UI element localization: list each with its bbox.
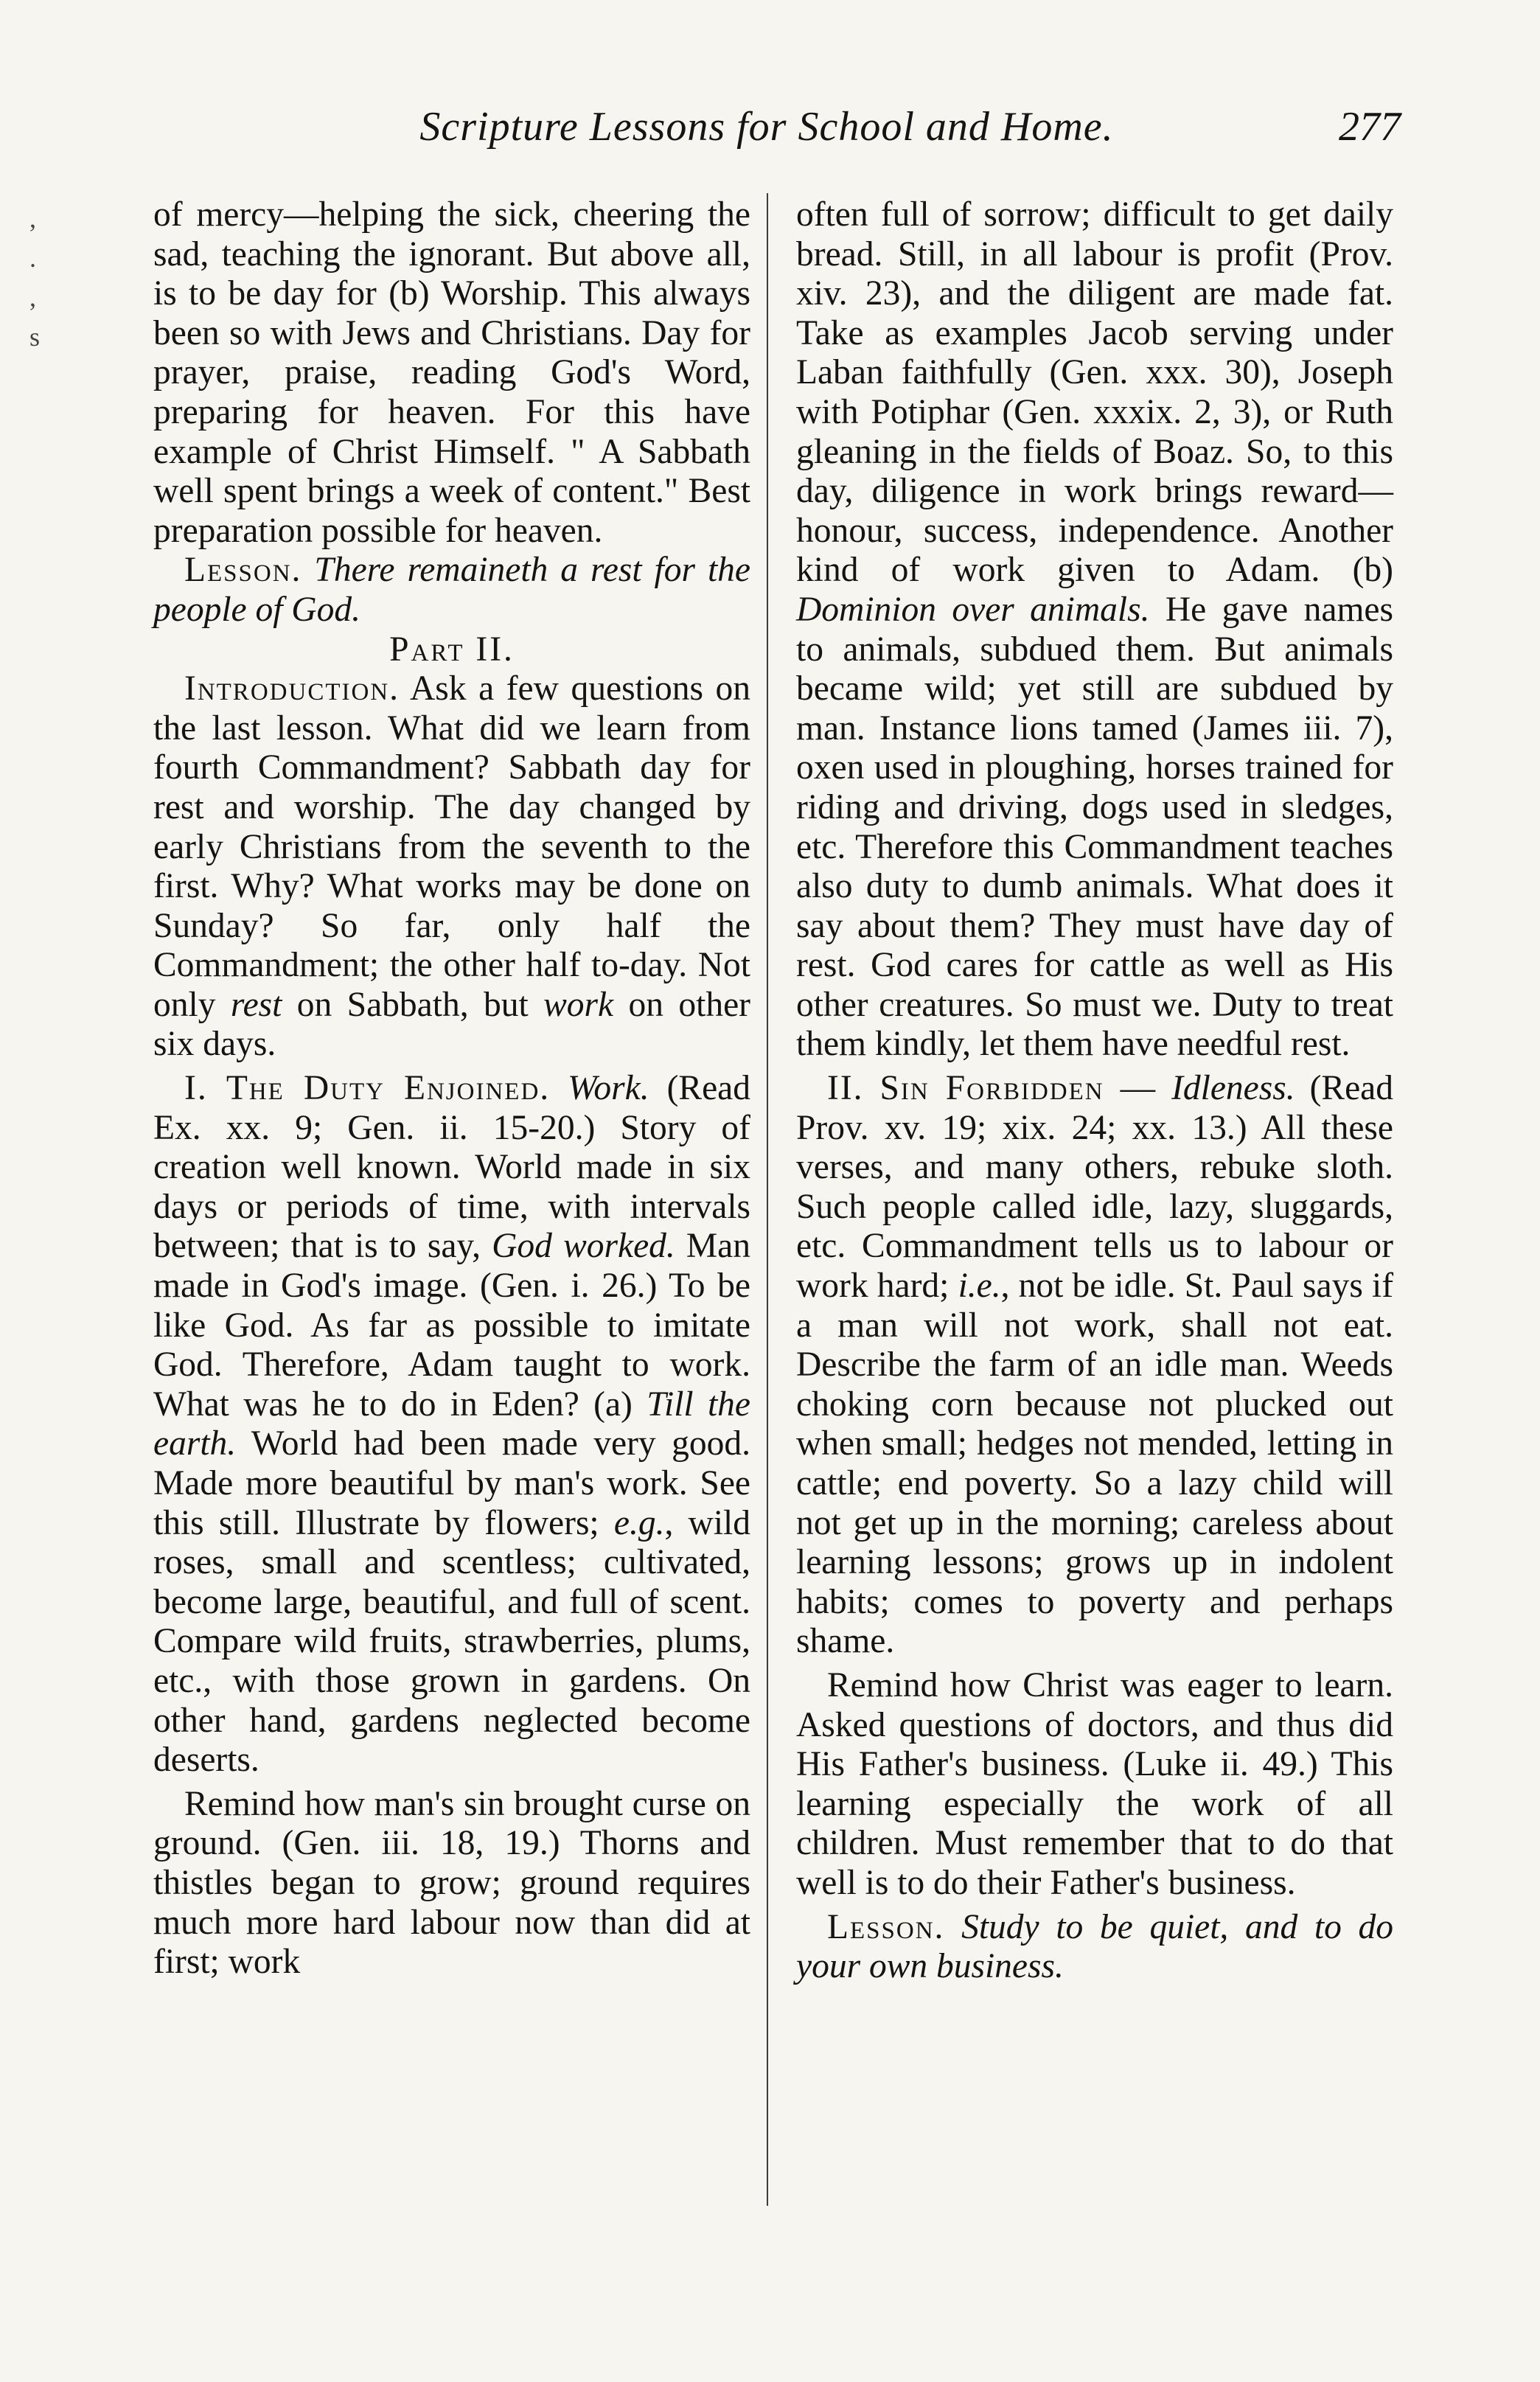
paragraph-christ: Remind how Christ was eager to learn. Asked questions of doctors, and thus did His Father's business. (Luke ii. 49.) This learning especially the work of all children. Must remember that to do that well is to do their Father's business.: [796, 1665, 1393, 1902]
paragraph-labour: [796, 195, 1393, 1065]
lesson-two-label: Lesson.: [827, 1907, 945, 1946]
margin-mark: ,: [29, 203, 36, 233]
duty-title: Work.: [568, 1069, 649, 1108]
lesson-two-text: Study to be quiet, and to do your own business.: [796, 1907, 1394, 1986]
lesson-label: Lesson.: [184, 551, 302, 590]
duty-text-d: , wild roses, small and scentless; cultivated, become large, beautiful, and full of scent. Compare wild fruits, strawberries, plums, etc., with those grown in gardens. On other hand, gardens neglected become deserts.: [153, 1503, 750, 1780]
part-heading: Part II.: [389, 630, 515, 669]
sin-text-a: (Read Prov. xv. 19; xix. 24; xx. 13.) All these verses, and many others, rebuke sloth. Such people called idle, lazy, sluggards, etc. Commandment tells us to labour or work hard;: [796, 1069, 1393, 1306]
till-the-earth: Till the earth.: [153, 1385, 751, 1463]
god-worked: God worked.: [492, 1227, 675, 1266]
introduction-text: Ask a few questions on the last lesson. What did we learn from fourth Commandment? Sabbath day for rest and worship. The day changed by early Christians from the seventh to the first. Why? What works may be done on Sunday? So far, only half the Commandment; the other half to-day. Not only: [153, 669, 750, 1024]
page-number: 277: [1339, 104, 1401, 150]
lesson-one: [153, 551, 750, 630]
labour-text-a: often full of sorrow; difficult to get daily bread. Still, in all labour is profit (Prov. xiv. 23), and the diligent are made fat. Take as examples Jacob serving under Laban faithfully (Gen. xxx. 30), Joseph with Potiphar (Gen. xxxix. 2, 3), or Ruth gleaning in the fields of Boaz. So, to this day, diligence in work brings reward—honour, success, independence. Another kind of work given to Adam. (b): [796, 195, 1393, 590]
margin-mark: ,: [29, 282, 36, 313]
column-divider: [767, 193, 768, 2206]
page-header: [118, 103, 1401, 170]
introduction-mid: on Sabbath, but: [282, 985, 544, 1024]
paragraph-curse: Remind how man's sin brought curse on ground. (Gen. iii. 18, 19.) Thorns and thistles began to grow; ground requires much more hard labour now than did at first; work: [153, 1784, 750, 1982]
paragraph-worship: of mercy—helping the sick, cheering the sad, teaching the ignorant. But above all, is to be day for (b) Worship. This always been so with Jews and Christians. Day for prayer, praise, reading God's Word, preparing for heaven. For this have example of Christ Himself. " A Sabbath well spent brings a week of content." Best preparation possible for heaven.: [153, 195, 750, 550]
margin-mark: .: [29, 243, 36, 273]
duty-text-a: (Read Ex. xx. 9; Gen. ii. 15-20.) Story of creation well known. World made in six days or periods of time, with intervals between; that is to say,: [153, 1069, 750, 1266]
introduction-label: Introduction.: [184, 669, 400, 708]
duty-text-b: Man made in God's image. (Gen. i. 26.) To be like God. As far as possible to imitate God. Therefore, Adam taught to work. What was he to do in Eden? (a): [153, 1227, 750, 1424]
paragraph-sin-forbidden: [796, 1069, 1393, 1662]
sin-heading: II. Sin Forbidden —: [827, 1069, 1157, 1108]
rest-word: rest: [230, 985, 282, 1024]
labour-text-b: He gave names to animals, subdued them. But animals became wild; yet still are subdued by man. Instance lions tamed (James iii. 7), oxen used in ploughing, horses trained for riding and driving, dogs used in sledges, etc. Therefore this Commandment teaches also duty to dumb animals. What does it say about them? They must have day of rest. God cares for cattle as well as His other creatures. So must we. Duty to treat them kindly, let them have needful rest.: [796, 590, 1393, 1064]
duty-heading: I. The Duty Enjoined.: [184, 1069, 551, 1108]
lesson-two: [796, 1908, 1393, 1987]
work-word: work: [543, 985, 614, 1024]
lesson-text: There remaineth a rest for the people of God.: [153, 551, 750, 629]
paragraph-duty-enjoined: [153, 1069, 750, 1780]
margin-mark: s: [29, 321, 41, 352]
running-title: Scripture Lessons for School and Home.: [419, 104, 1114, 150]
dominion-over-animals: Dominion over animals.: [796, 590, 1150, 629]
paragraph-introduction: [153, 669, 750, 1065]
introduction-end: on other six days.: [153, 985, 750, 1064]
right-column: [796, 195, 1393, 1987]
ie-abbrev: i.e.: [958, 1267, 1001, 1306]
sin-title: Idleness.: [1171, 1069, 1295, 1108]
margin-marks: [29, 199, 74, 357]
left-column: [153, 195, 750, 1982]
duty-text-c: World had been made very good. Made more beautiful by man's work. See this still. Illustrate by flowers;: [153, 1424, 750, 1542]
sin-text-b: , not be idle. St. Paul says if a man will not work, shall not eat. Describe the farm of an idle man. Weeds choking corn because not plucked out when small; hedges not mended, letting in cattle; end poverty. So a lazy child will not get up in the morning; careless about learning lessons; grows up in indolent habits; comes to poverty and perhaps shame.: [796, 1267, 1394, 1661]
eg-abbrev: e.g.: [613, 1503, 665, 1542]
